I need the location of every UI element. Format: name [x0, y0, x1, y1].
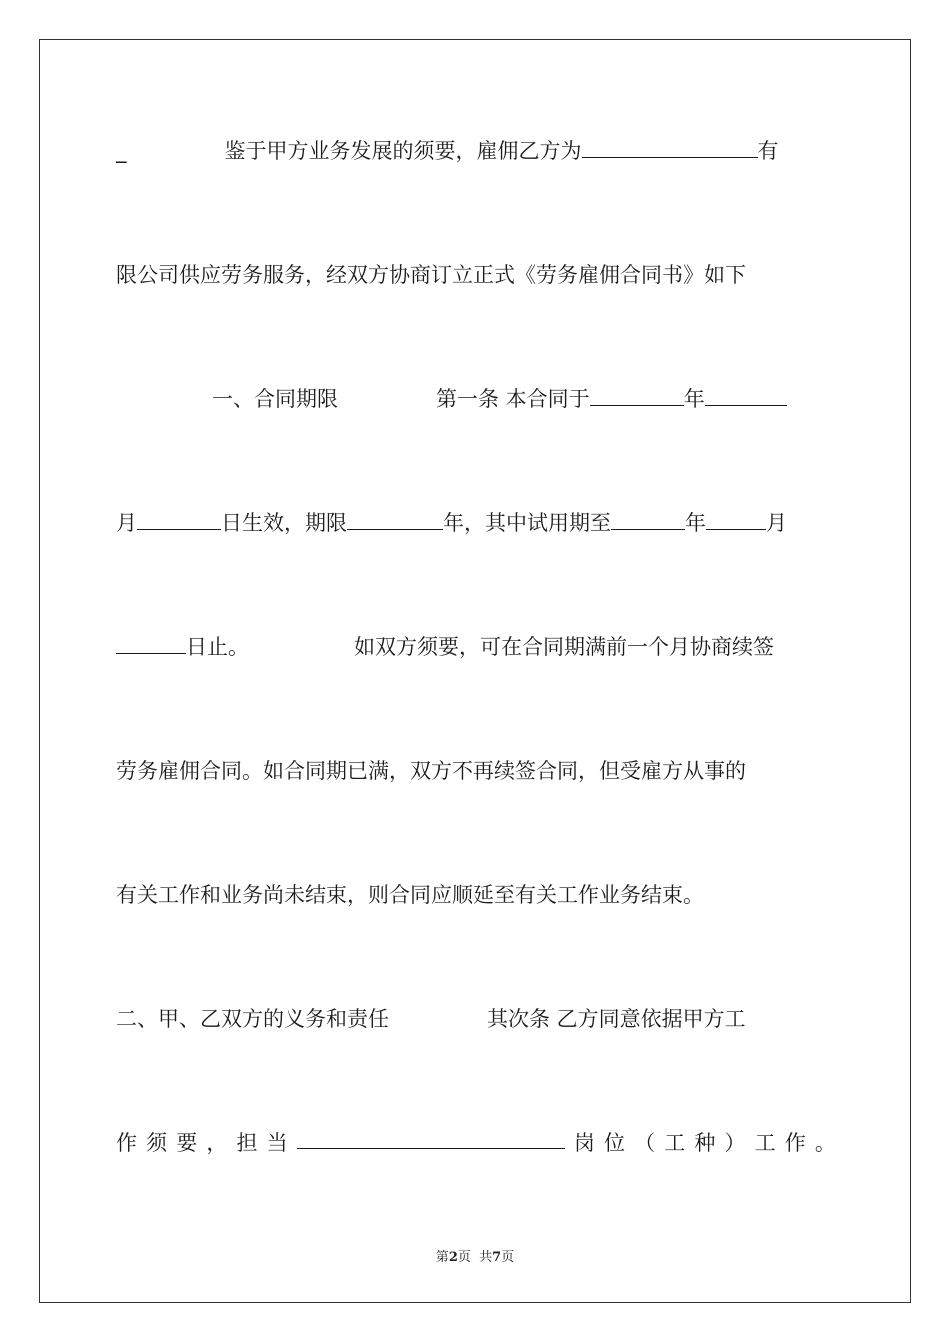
text-segment: 年: [685, 511, 706, 535]
fill-blank: [705, 385, 787, 406]
page-number-footer: [0, 1246, 950, 1265]
text-char: 作: [116, 1131, 137, 1155]
footer-text: 页: [501, 1250, 515, 1265]
text-line-4: [116, 508, 836, 538]
fill-blank: [297, 1128, 565, 1149]
text-char: 位: [604, 1131, 625, 1155]
text-line-2: [116, 260, 836, 290]
text-segment: 年: [683, 387, 705, 411]
text-char: 须: [146, 1131, 168, 1155]
text-line-5: [116, 632, 836, 662]
text-line-6: [116, 756, 836, 786]
current-page-number: 2: [448, 1250, 458, 1265]
text-segment: 有: [757, 139, 779, 163]
text-line-8: [116, 1004, 836, 1034]
text-char: 岗: [573, 1131, 595, 1155]
fill-blank: [137, 509, 221, 530]
fill-blank: [582, 137, 758, 158]
text-char: ，: [206, 1131, 228, 1155]
text-segment: 鉴于甲方业务发展的须要，雇佣乙方为: [224, 139, 582, 163]
section-heading: 二、甲、乙双方的义务和责任: [116, 1007, 389, 1031]
text-line-3: [116, 384, 836, 414]
text-line-7: [116, 880, 836, 910]
text-char: （: [634, 1131, 656, 1155]
total-page-number: 7: [492, 1250, 502, 1265]
fill-blank: [611, 509, 685, 530]
text-segment: 月: [766, 511, 787, 535]
text-line-9: [116, 1128, 836, 1158]
text-segment: 如双方须要，可在合同期满前一个月协商续签: [354, 635, 774, 659]
text-segment: 年，其中试用期至: [443, 511, 611, 535]
text-char: 种: [694, 1131, 716, 1155]
text-char: 担: [236, 1131, 258, 1155]
section-heading: 一、合同期限: [212, 387, 338, 411]
text-segment: 日生效，期限: [221, 511, 347, 535]
text-segment: 月: [116, 511, 137, 535]
text-segment: 劳务雇佣合同。如合同期已满，双方不再续签合同，但受雇方从事的: [116, 759, 746, 783]
fill-blank: [590, 385, 684, 406]
footer-text: 页 共: [457, 1250, 493, 1265]
page-border: [39, 39, 911, 1303]
text-segment: 其次条 乙方同意依据甲方工: [487, 1007, 746, 1031]
fill-blank: [347, 509, 443, 530]
text-char: ）: [724, 1131, 746, 1155]
footer-text: 第: [435, 1250, 449, 1265]
text-char: 工: [754, 1131, 776, 1155]
text-segment: 限公司供应劳务服务，经双方协商订立正式《劳务雇佣合同书》如下: [116, 263, 746, 287]
text-segment: 第一条 本合同于: [436, 387, 590, 411]
leading-mark: _: [116, 139, 127, 163]
text-char: 作: [784, 1131, 806, 1155]
text-char: 工: [664, 1131, 686, 1155]
text-segment: 日止。: [186, 635, 249, 659]
text-char: 。: [814, 1131, 836, 1155]
text-char: 要: [176, 1131, 198, 1155]
text-line-1: [116, 136, 836, 166]
text-char: 当: [266, 1131, 288, 1155]
text-segment: 有关工作和业务尚未结束，则合同应顺延至有关工作业务结束。: [116, 883, 704, 907]
fill-blank: [116, 633, 186, 654]
fill-blank: [706, 509, 766, 530]
